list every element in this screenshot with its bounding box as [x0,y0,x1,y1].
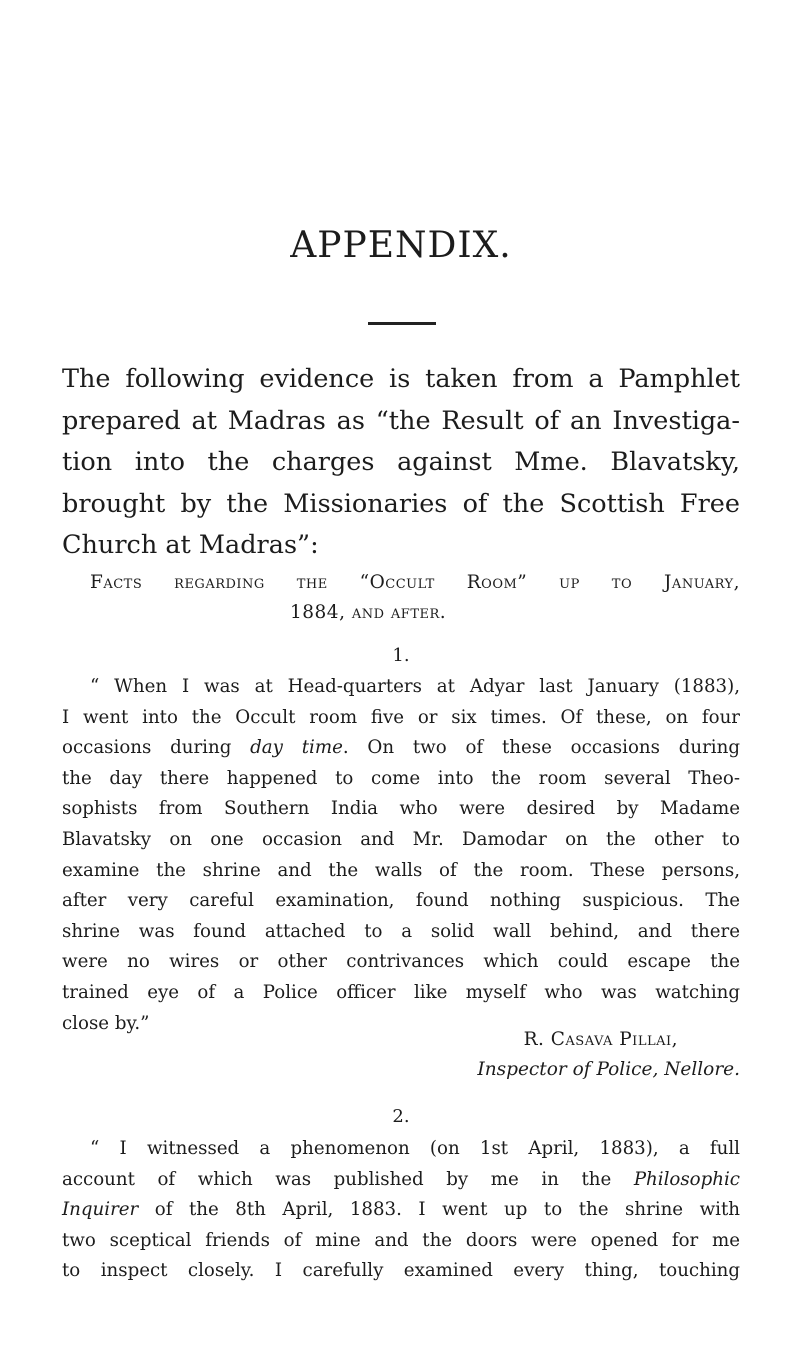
signature-name: R. Casava Pillai, [523,1029,678,1050]
intro-line: brought by the Missionaries of the Scottish Free [62,488,740,519]
paragraph-line-start: account of which was published by me in the [62,1168,634,1190]
intro-line: tion into the charges against Mme. Blavatsky, [62,447,740,477]
italic-title: Inquirer [62,1199,139,1221]
signature-role [477,1055,740,1085]
page-title: APPENDIX. [290,225,512,266]
paragraph-line: Blavatsky on one occasion and Mr. Damodar on the other to [62,828,740,850]
signature-role-suffix: Police, Nellore. [596,1059,740,1080]
paragraph-line: were no wires or other contrivances which could escape the [62,951,740,973]
italic-phrase: day time [250,737,343,759]
item-number: 1. [392,645,410,666]
paragraph-line-end: . On two of these occasions during [342,737,740,759]
section-heading-line: Facts regarding the “Occult Room” up to January, [90,572,740,593]
item1-paragraph [62,672,740,1039]
paragraph-line [62,733,740,764]
intro-line: prepared at Madras as “the Result of an Investiga- [62,405,740,436]
section-heading-line: 1884, and after. [290,602,447,623]
paragraph-line: after very careful examination, found nothing suspicious. The [62,890,740,912]
paragraph-line [62,1165,740,1196]
paragraph-line: to inspect closely. I carefully examined every thing, touching [62,1260,740,1282]
intro-line: The following evidence is taken from a Pamphlet [62,364,740,394]
signature-block [477,1025,740,1085]
paragraph-line-end: of the 8th April, 1883. I went up to the shrine with [138,1199,740,1221]
paragraph-line: “ I witnessed a phenomenon (on 1st April, 1883), a full [90,1138,740,1159]
item2-paragraph [62,1134,740,1287]
paragraph-line: trained eye of a Police officer like myself who was watching [62,981,740,1003]
italic-title: Philosophic [633,1168,740,1190]
title-divider [368,322,436,325]
paragraph-line: close by.” [62,1012,150,1034]
paragraph-line: the day there happened to come into the room several Theo- [62,767,740,789]
item-number: 2. [392,1106,410,1127]
paragraph-line [62,1195,740,1226]
paragraph-line: sophists from Southern India who were desired by Madame [62,798,740,820]
paragraph-line: I went into the Occult room five or six times. Of these, on four [62,706,740,728]
intro-paragraph [62,359,740,567]
paragraph-line-start: occasions during [62,737,251,759]
paragraph-line: “ When I was at Head-quarters at Adyar last January (1883), [90,676,740,697]
paragraph-line: shrine was found attached to a solid wall behind, and there [62,920,740,942]
paragraph-line: two sceptical friends of mine and the doors were opened for me [62,1229,740,1251]
intro-line: Church at Madras”: [62,530,319,560]
section-heading [90,568,740,628]
signature-role-mid: of [566,1059,597,1080]
paragraph-line: examine the shrine and the walls of the room. These persons, [62,859,740,881]
signature-role-prefix: Inspector [477,1059,567,1080]
